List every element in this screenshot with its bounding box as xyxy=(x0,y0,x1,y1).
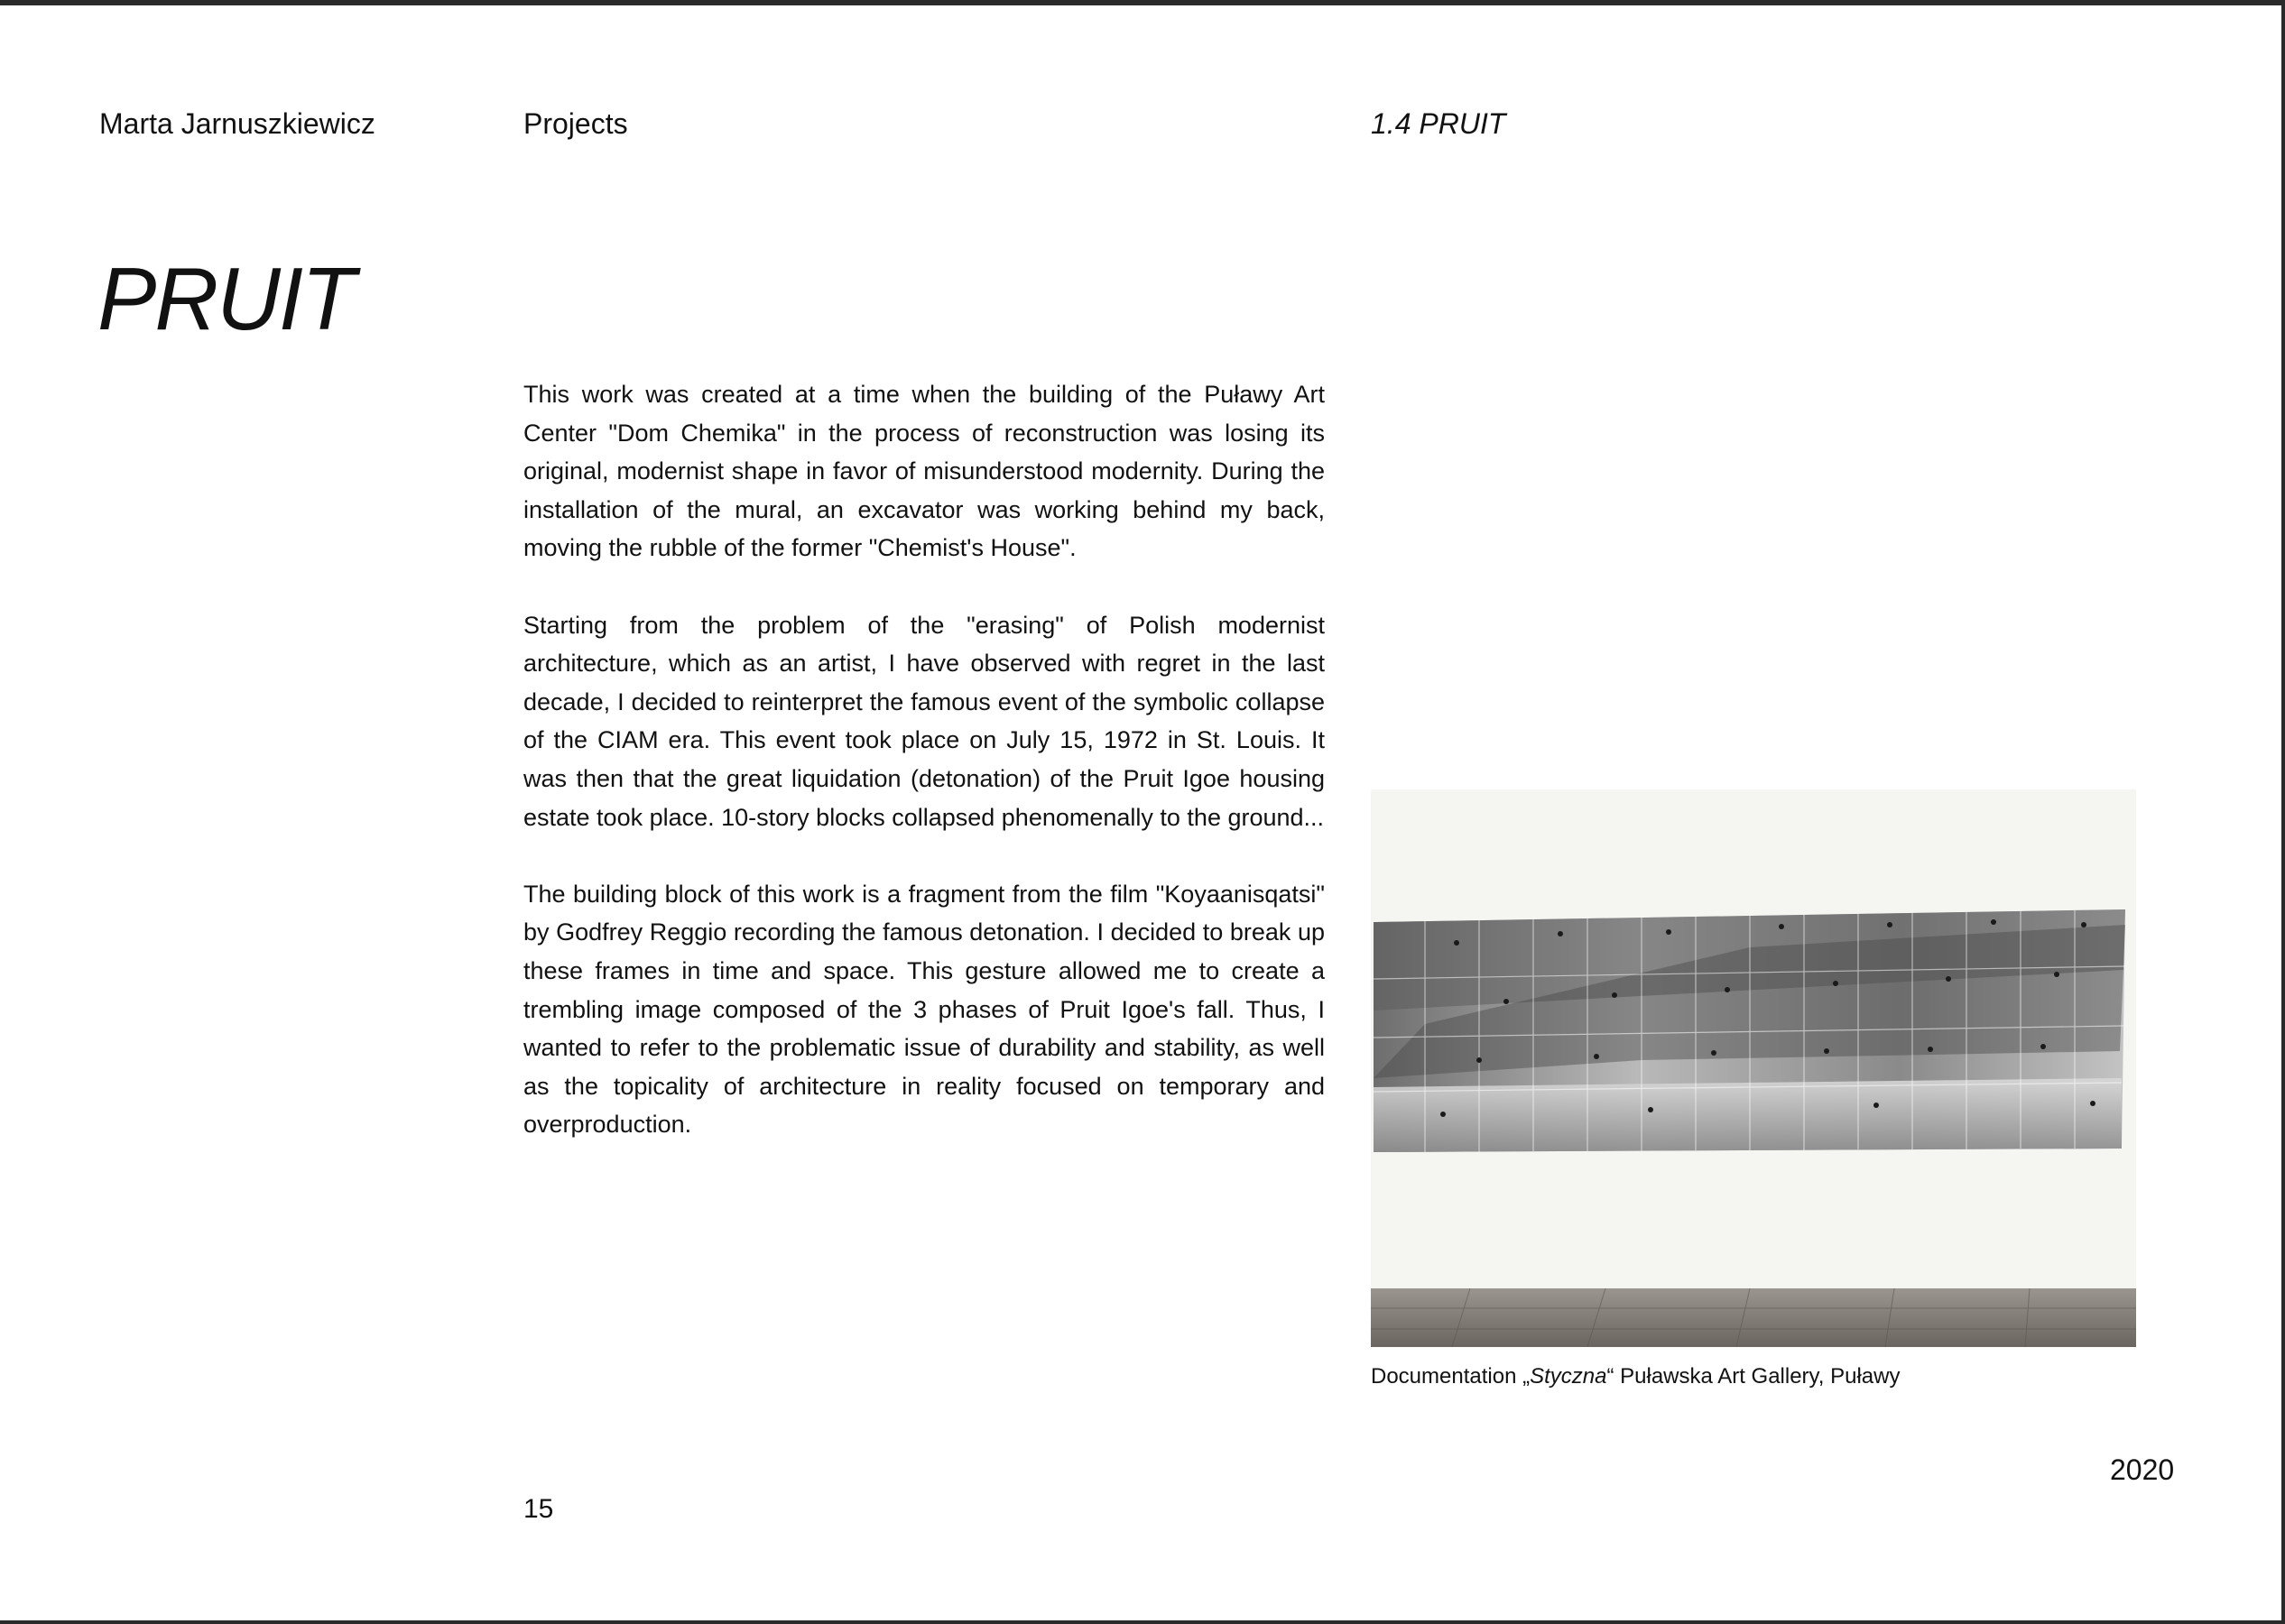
project-breadcrumb: 1.4 PRUIT xyxy=(1371,107,1506,140)
paragraph: The building block of this work is a fragment from the film "Koyaanisqatsi" by Godfrey Reggio recording the famous detonation. I decided to break up these frames in time and space. This gesture allowed me to create a trembling image composed of the 3 phases of Pruit Igoe's fall. Thus, I wanted to refer to the problematic issue of durability and stability, as well as the topicality of architecture in reality focused on temporary and overproduction. xyxy=(523,880,1325,1139)
document-page xyxy=(0,5,2281,1620)
project-year: 2020 xyxy=(2110,1453,2175,1486)
project-title: PRUIT xyxy=(97,249,354,348)
caption-prefix: Documentation „ xyxy=(1371,1364,1531,1389)
project-description xyxy=(523,375,1325,1182)
installation-photo xyxy=(1371,789,2136,1347)
caption-gallery-name: Styczna xyxy=(1530,1364,1607,1389)
gallery-floor xyxy=(1371,1288,2136,1347)
caption-suffix: “ Puławska Art Gallery, Puławy xyxy=(1606,1364,1901,1389)
section-label: Projects xyxy=(523,107,628,140)
photo-caption xyxy=(1371,1361,1900,1392)
page-number: 15 xyxy=(523,1494,554,1524)
author-name: Marta Jarnuszkiewicz xyxy=(99,107,375,140)
mural xyxy=(1374,909,2125,1152)
paragraph: Starting from the problem of the "erasing" of Polish modernist architecture, which as an artist, I have observed with regret in the last decade, I decided to reinterpret the famous event of the symbolic collapse of the CIAM era. This event took place on July 15, 1972 in St. Louis. It was then that the great liquidation (detonation) of the Pruit Igoe housing estate took place. 10-story blocks collapsed phenomenally to the ground... xyxy=(523,611,1325,831)
paragraph: This work was created at a time when the building of the Puławy Art Center "Dom Chemika" in the process of reconstruction was losing its original, modernist shape in favor of misunderstood modernity. During the installation of the mural, an excavator was working behind my back, moving the rubble of the former "Chemist's House". xyxy=(523,381,1325,562)
